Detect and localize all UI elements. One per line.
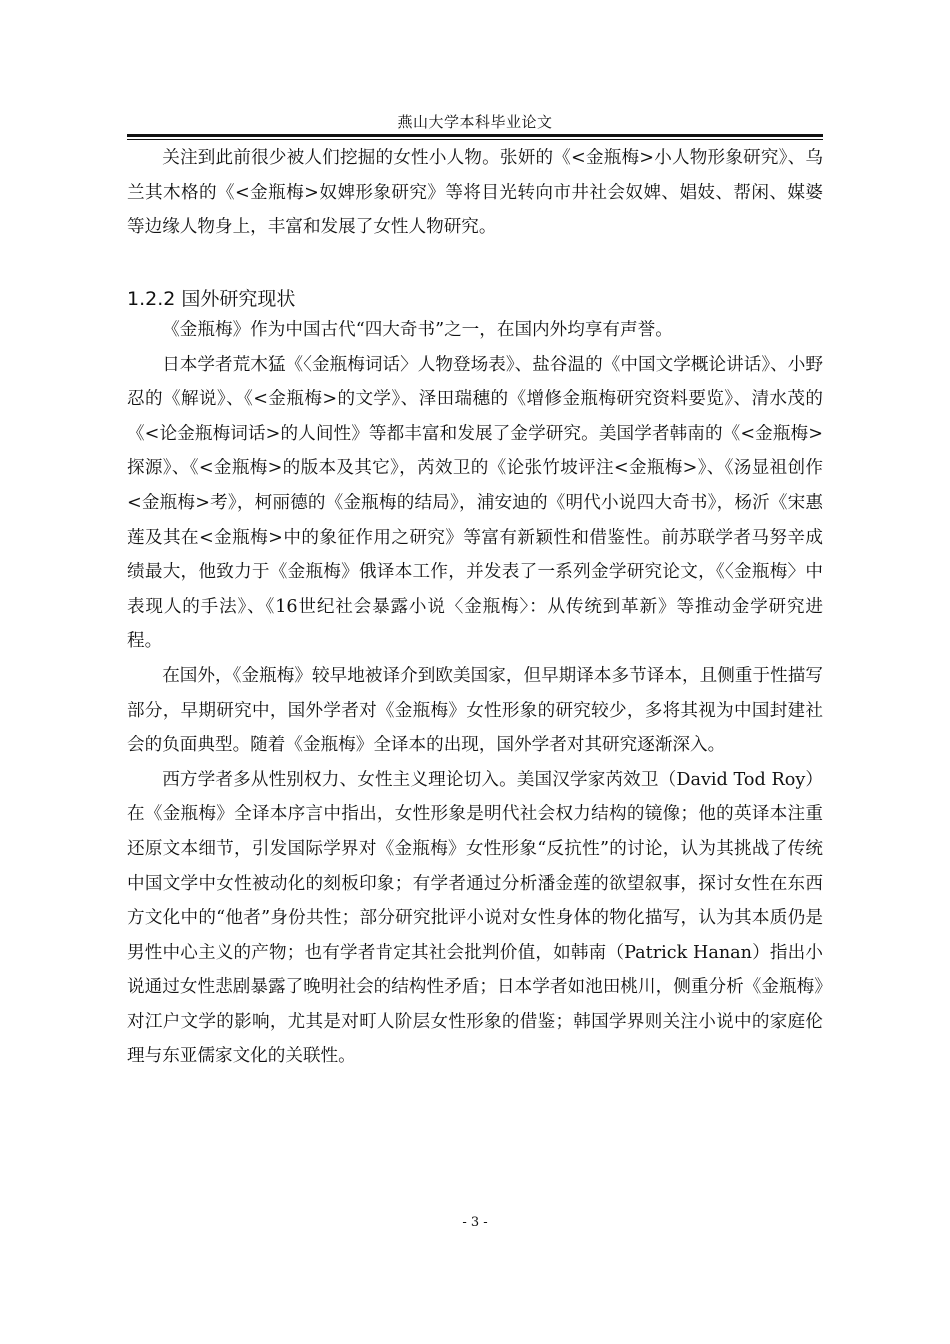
paragraph: 西方学者多从性别权力、女性主义理论切入。美国汉学家芮效卫（David Tod Roy）在《金瓶梅》全译本序言中指出，女性形象是明代社会权力结构的镜像；他的英译本注重还原文本细节，引发国际学界对《金瓶梅》女性形象“反抗性”的讨论，认为其挑战了传统中国文学中女性被动化的刻板印象；有学者通过分析潘金莲的欲望叙事，探讨女性在东西方文化中的“他者”身份共性；部分研究批评小说对女性身体的物化描写，认为其本质仍是男性中心主义的产物；也有学者肯定其社会批判价值，如韩南（Patrick Hanan）指出小说通过女性悲剧暴露了晚明社会的结构性矛盾；日本学者如池田桃川，侧重分析《金瓶梅》对江户文学的影响，尤其是对町人阶层女性形象的借鉴；韩国学界则关注小说中的家庭伦理与东亚儒家文化的关联性。 (127, 769, 823, 1067)
paragraph: 日本学者荒木猛《〈金瓶梅词话〉人物登场表》、盐谷温的《中国文学概论讲话》、小野忍的《解说》、《<金瓶梅>的文学》、泽田瑞穗的《增修金瓶梅研究资料要览》、清水茂的《<论金瓶梅词话>的人间性》等都丰富和发展了金学研究。美国学者韩南的《<金瓶梅>探源》、《<金瓶梅>的版本及其它》，芮效卫的《论张竹坡评注<金瓶梅>》、《汤显祖创作<金瓶梅>考》，柯丽德的《金瓶梅的结局》，浦安迪的《明代小说四大奇书》，杨沂《宋惠莲及其在<金瓶梅>中的象征作用之研究》等富有新颖性和借鉴性。前苏联学者马努辛成绩最大，他致力于《金瓶梅》俄译本工作，并发表了一系列金学研究论文，《〈金瓶梅〉中表现人的手法》、《16世纪社会暴露小说〈金瓶梅〉：从传统到革新》等推动金学研究进程。 (127, 354, 823, 652)
header-rule-thick (127, 134, 823, 137)
page-number: - 3 - (462, 1215, 488, 1230)
continued-text-block (127, 141, 823, 245)
paragraph: 在国外，《金瓶梅》较早地被译介到欧美国家，但早期译本多节译本，且侧重于性描写部分，早期研究中，国外学者对《金瓶梅》女性形象的研究较少，多将其视为中国封建社会的负面典型。随着《金瓶梅》全译本的出现，国外学者对其研究逐渐深入。 (127, 665, 823, 756)
paragraph: 《金瓶梅》作为中国古代“四大奇书”之一，在国内外均享有声誉。 (162, 320, 673, 340)
section-heading: 1.2.2 国外研究现状 (127, 287, 296, 310)
header-rule-thin (127, 139, 823, 140)
section-body (127, 313, 823, 1074)
continued-paragraph: 关注到此前很少被人们挖掘的女性小人物。张妍的《<金瓶梅>小人物形象研究》、乌兰其木格的《<金瓶梅>奴婢形象研究》等将目光转向市井社会奴婢、娼妓、帮闲、媒婆等边缘人物身上，丰富和发展了女性人物研究。 (127, 148, 823, 238)
running-header-title: 燕山大学本科毕业论文 (397, 113, 553, 131)
